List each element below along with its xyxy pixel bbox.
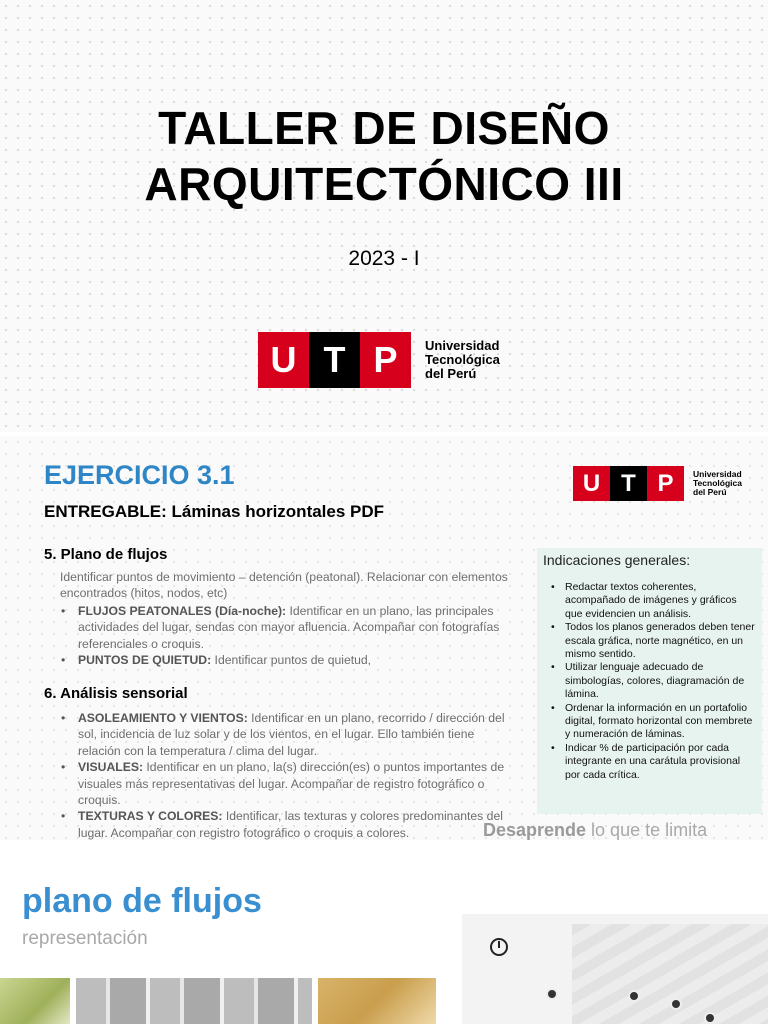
logo-letter-u: U xyxy=(573,466,610,501)
logo-letter-p: P xyxy=(360,332,411,388)
list-item-label: VISUALES: xyxy=(78,760,144,775)
logo-university-name xyxy=(693,470,742,497)
cover-title-line1: TALLER DE DISEÑO xyxy=(158,102,610,154)
logo-name-line3: del Perú xyxy=(425,366,477,381)
site-photo xyxy=(318,978,436,1024)
list-item xyxy=(60,603,515,652)
utp-logo xyxy=(258,332,500,388)
logo-letter-t: T xyxy=(309,332,360,388)
section-5-heading: 5. Plano de flujos xyxy=(44,546,168,563)
slogan-bold: Desaprende xyxy=(483,820,587,840)
logo-name-line1: Universidad xyxy=(693,469,742,479)
clock-icon xyxy=(490,938,508,956)
list-item-label: PUNTOS DE QUIETUD: xyxy=(78,653,212,668)
utp-logo-small xyxy=(573,466,742,501)
panel-list xyxy=(551,581,757,782)
list-item-label: ASOLEAMIENTO Y VIENTOS: xyxy=(78,711,248,725)
cover-title xyxy=(0,100,768,212)
section-6-body xyxy=(60,709,515,840)
logo-name-line2: Tecnológica xyxy=(425,352,500,367)
list-item-text: Identificar en un plano, recorrido / dirección del sol, incidencia de luz solar y de los vientos, en el lugar. Ello también tiene relación con la temperatura / clima del lugar. xyxy=(78,711,505,758)
section-6-heading: 6. Análisis sensorial xyxy=(44,685,188,702)
cover-title-line2: ARQUITECTÓNICO III xyxy=(144,158,624,210)
section-5-body xyxy=(60,569,515,668)
list-item-text: Identificar en un plano, la(s) dirección(es) o puntos importantes de visuales más representativas del lugar. Acompañar de registro fotográfico o croquis. xyxy=(78,760,505,808)
map-pin-icon xyxy=(704,1012,716,1024)
list-item-label: TEXTURAS Y COLORES: xyxy=(78,809,223,824)
preview-subtitle: representación xyxy=(22,928,148,949)
section-6-list xyxy=(60,710,515,840)
exercise-title: EJERCICIO 3.1 xyxy=(44,460,235,490)
list-item-text: Identificar, las texturas y colores predominantes del lugar. Acompañar con registro fotográfico o croquis a colores. xyxy=(78,809,503,840)
site-photo-strip xyxy=(0,978,445,1024)
list-item xyxy=(60,759,515,808)
panel-item: • Todos los planos generados deben tener escala gráfica, norte magnético, en un mismo sentido. xyxy=(551,621,757,661)
slogan xyxy=(483,820,707,840)
panel-heading: Indicaciones generales: xyxy=(543,552,691,568)
panel-item: • Ordenar la información en un portafolio digital, formato horizontal con membrete y numeración de láminas. xyxy=(551,702,757,742)
list-item-text: Identificar puntos de quietud, xyxy=(211,653,372,668)
cover-year: 2023 - I xyxy=(348,247,420,270)
panel-item: • Utilizar lenguaje adecuado de simbologías, colores, diagramación de lámina. xyxy=(551,661,757,701)
logo-letter-u: U xyxy=(258,332,309,388)
logo-letter-p: P xyxy=(647,466,684,501)
deliverable-text: ENTREGABLE: Láminas horizontales PDF xyxy=(44,502,385,521)
cover-slide xyxy=(0,0,768,432)
panel-item: • Indicar % de participación por cada integrante en una carátula provisional por cada crítica. xyxy=(551,742,757,782)
general-instructions-panel xyxy=(537,548,762,814)
site-photo xyxy=(0,978,70,1024)
logo-name-line1: Universidad xyxy=(425,338,500,353)
list-item xyxy=(60,652,515,668)
logo-name-line3: del Perú xyxy=(693,487,727,497)
section-5-list xyxy=(60,603,515,669)
section-5-intro: Identificar puntos de movimiento – detención (peatonal). Relacionar con elementos encontrados (hitos, nodos, etc) xyxy=(60,570,508,601)
map-pin-icon xyxy=(670,998,682,1010)
plan-preview-slide xyxy=(0,846,768,1024)
logo-name-line2: Tecnológica xyxy=(693,478,742,488)
panel-item: • Redactar textos coherentes, acompañado de imágenes y gráficos que evidencien un análisis. xyxy=(551,581,757,621)
list-item xyxy=(60,710,515,759)
preview-title: plano de flujos xyxy=(22,882,262,920)
exercise-slide xyxy=(0,436,768,840)
list-item-label: FLUJOS PEATONALES (Día-noche): xyxy=(78,603,287,618)
slogan-rest: lo que te limita xyxy=(586,820,708,840)
list-item xyxy=(60,808,515,840)
axonometric-buildings xyxy=(572,924,768,1024)
site-map-image xyxy=(76,978,312,1024)
map-pin-icon xyxy=(628,990,640,1002)
map-pin-icon xyxy=(546,988,558,1000)
logo-letter-t: T xyxy=(610,466,647,501)
axonometric-view xyxy=(462,914,768,1024)
list-item-text: Identificar en un plano, las principales actividades del lugar, sendas con mayor afluencia. Acompañar con fotografías referenciales o croquis. xyxy=(78,603,500,651)
logo-university-name xyxy=(425,339,500,381)
